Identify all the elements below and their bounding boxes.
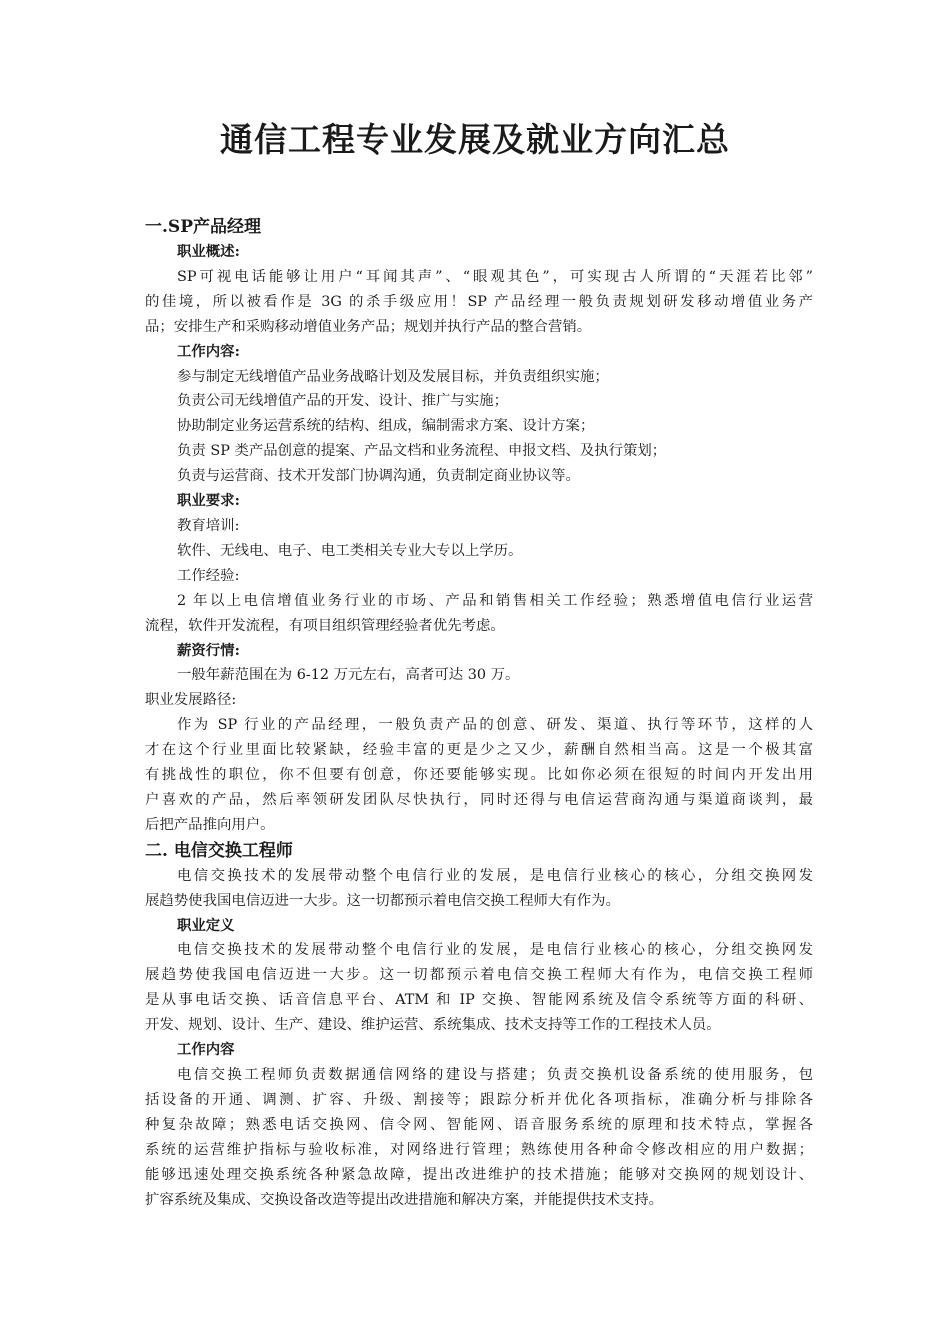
salary-label: 薪资行情: bbox=[177, 641, 240, 659]
education-label: 教育培训: bbox=[177, 517, 240, 534]
career-path-label: 职业发展路径: bbox=[145, 692, 237, 709]
paragraph-line: 电信交换技术的发展带动整个电信行业的发展，是电信行业核心的核心，分组交换网发 bbox=[177, 867, 813, 884]
section-heading-switching-engineer: 二. 电信交换工程师 bbox=[145, 840, 293, 861]
paragraph-line: 种复杂故障；熟悉电话交换网、信令网、智能网、语音服务系统的原理和技术特点，掌握各 bbox=[145, 1116, 813, 1133]
paragraph-line: 系统的运营维护指标与验收标准，对网络进行管理；熟练使用各种命令修改相应的用户数据； bbox=[145, 1141, 813, 1158]
paragraph-line: 展趋势使我国电信迈进一大步。这一切都预示着电信交换工程师大有作为，电信交换工程师 bbox=[145, 967, 813, 984]
paragraph-line: 能够迅速处理交换系统各种紧急故障，提出改进维护的技术措施；能够对交换网的规划设计、 bbox=[145, 1166, 813, 1183]
list-item: 负责 SP 类产品创意的提案、产品文档和业务流程、申报文档、及执行策划； bbox=[177, 443, 667, 460]
list-item: 协助制定业务运营系统的结构、组成，编制需求方案、设计方案； bbox=[177, 418, 595, 435]
paragraph-line: 流程，软件开发流程，有项目组织管理经验者优先考虑。 bbox=[145, 617, 505, 634]
education-text: 软件、无线电、电子、电工类相关专业大专以上学历。 bbox=[177, 542, 523, 559]
list-item: 负责公司无线增值产品的开发、设计、推广与实施； bbox=[177, 393, 508, 410]
paragraph-line: 2 年以上电信增值业务行业的市场、产品和销售相关工作经验；熟悉增值电信行业运营 bbox=[177, 592, 813, 609]
definition-label: 职业定义 bbox=[177, 916, 235, 934]
requirements-label: 职业要求: bbox=[177, 492, 240, 510]
document-body bbox=[145, 214, 813, 1212]
paragraph-line: 的佳境，所以被看作是 3G 的杀手级应用！SP 产品经理一般负责规划研发移动增值业务产 bbox=[145, 293, 813, 310]
list-item: 负责与运营商、技术开发部门协调沟通，负责制定商业协议等。 bbox=[177, 468, 580, 485]
experience-label: 工作经验: bbox=[177, 567, 240, 584]
paragraph-line: 作为 SP 行业的产品经理，一般负责产品的创意、研发、渠道、执行等环节，这样的人 bbox=[177, 717, 813, 734]
paragraph-line: 是从事电话交换、话音信息平台、ATM 和 IP 交换、智能网系统及信令系统等方面的科研、 bbox=[145, 992, 813, 1009]
paragraph-line: 户喜欢的产品，然后率领研发团队尽快执行，同时还得与电信运营商沟通与渠道商谈判，最 bbox=[145, 791, 813, 808]
overview-label: 职业概述: bbox=[177, 243, 240, 260]
salary-text: 一般年薪范围在为 6-12 万元左右，高者可达 30 万。 bbox=[177, 667, 520, 684]
work-content-label: 工作内容: bbox=[177, 342, 240, 360]
document-title: 通信工程专业发展及就业方向汇总 bbox=[220, 120, 730, 159]
paragraph-line: 开发、规划、设计、生产、建设、维护运营、系统集成、技术支持等工作的工程技术人员。 bbox=[145, 1017, 721, 1034]
paragraph-line: 电信交换工程师负责数据通信网络的建设与搭建；负责交换机设备系统的使用服务，包 bbox=[177, 1067, 813, 1083]
paragraph-line: 才在这个行业里面比较紧缺，经验丰富的更是少之又少，薪酬自然相当高。这是一个极其富 bbox=[145, 742, 813, 759]
paragraph-line: 括设备的开通、调测、扩容、升级、割接等；跟踪分析并优化各项指标，准确分析与排除各 bbox=[145, 1091, 813, 1108]
list-item: 参与制定无线增值产品业务战略计划及发展目标，并负责组织实施； bbox=[177, 368, 609, 385]
paragraph-line: 展趋势使我国电信迈进一大步。这一切都预示着电信交换工程师大有作为。 bbox=[145, 892, 620, 909]
paragraph-line: 后把产品推向用户。 bbox=[145, 816, 275, 833]
paragraph-line: 有挑战性的职位，你不但要有创意，你还要能够实现。比如你必须在很短的时间内开发出用 bbox=[145, 767, 813, 784]
paragraph-line: 电信交换技术的发展带动整个电信行业的发展，是电信行业核心的核心，分组交换网发 bbox=[177, 942, 813, 959]
work-content-label-2: 工作内容 bbox=[177, 1041, 235, 1059]
paragraph-line: 扩容系统及集成、交换设备改造等提出改进措施和解决方案，并能提供技术支持。 bbox=[145, 1191, 664, 1208]
paragraph-line: SP可视电话能够让用户“耳闻其声”、“眼观其色”，可实现古人所谓的“天涯若比邻” bbox=[177, 268, 813, 285]
paragraph-line: 品；安排生产和采购移动增值业务产品；规划并执行产品的整合营销。 bbox=[145, 318, 592, 335]
section-heading-sp-manager: 一.SP产品经理 bbox=[145, 217, 261, 237]
